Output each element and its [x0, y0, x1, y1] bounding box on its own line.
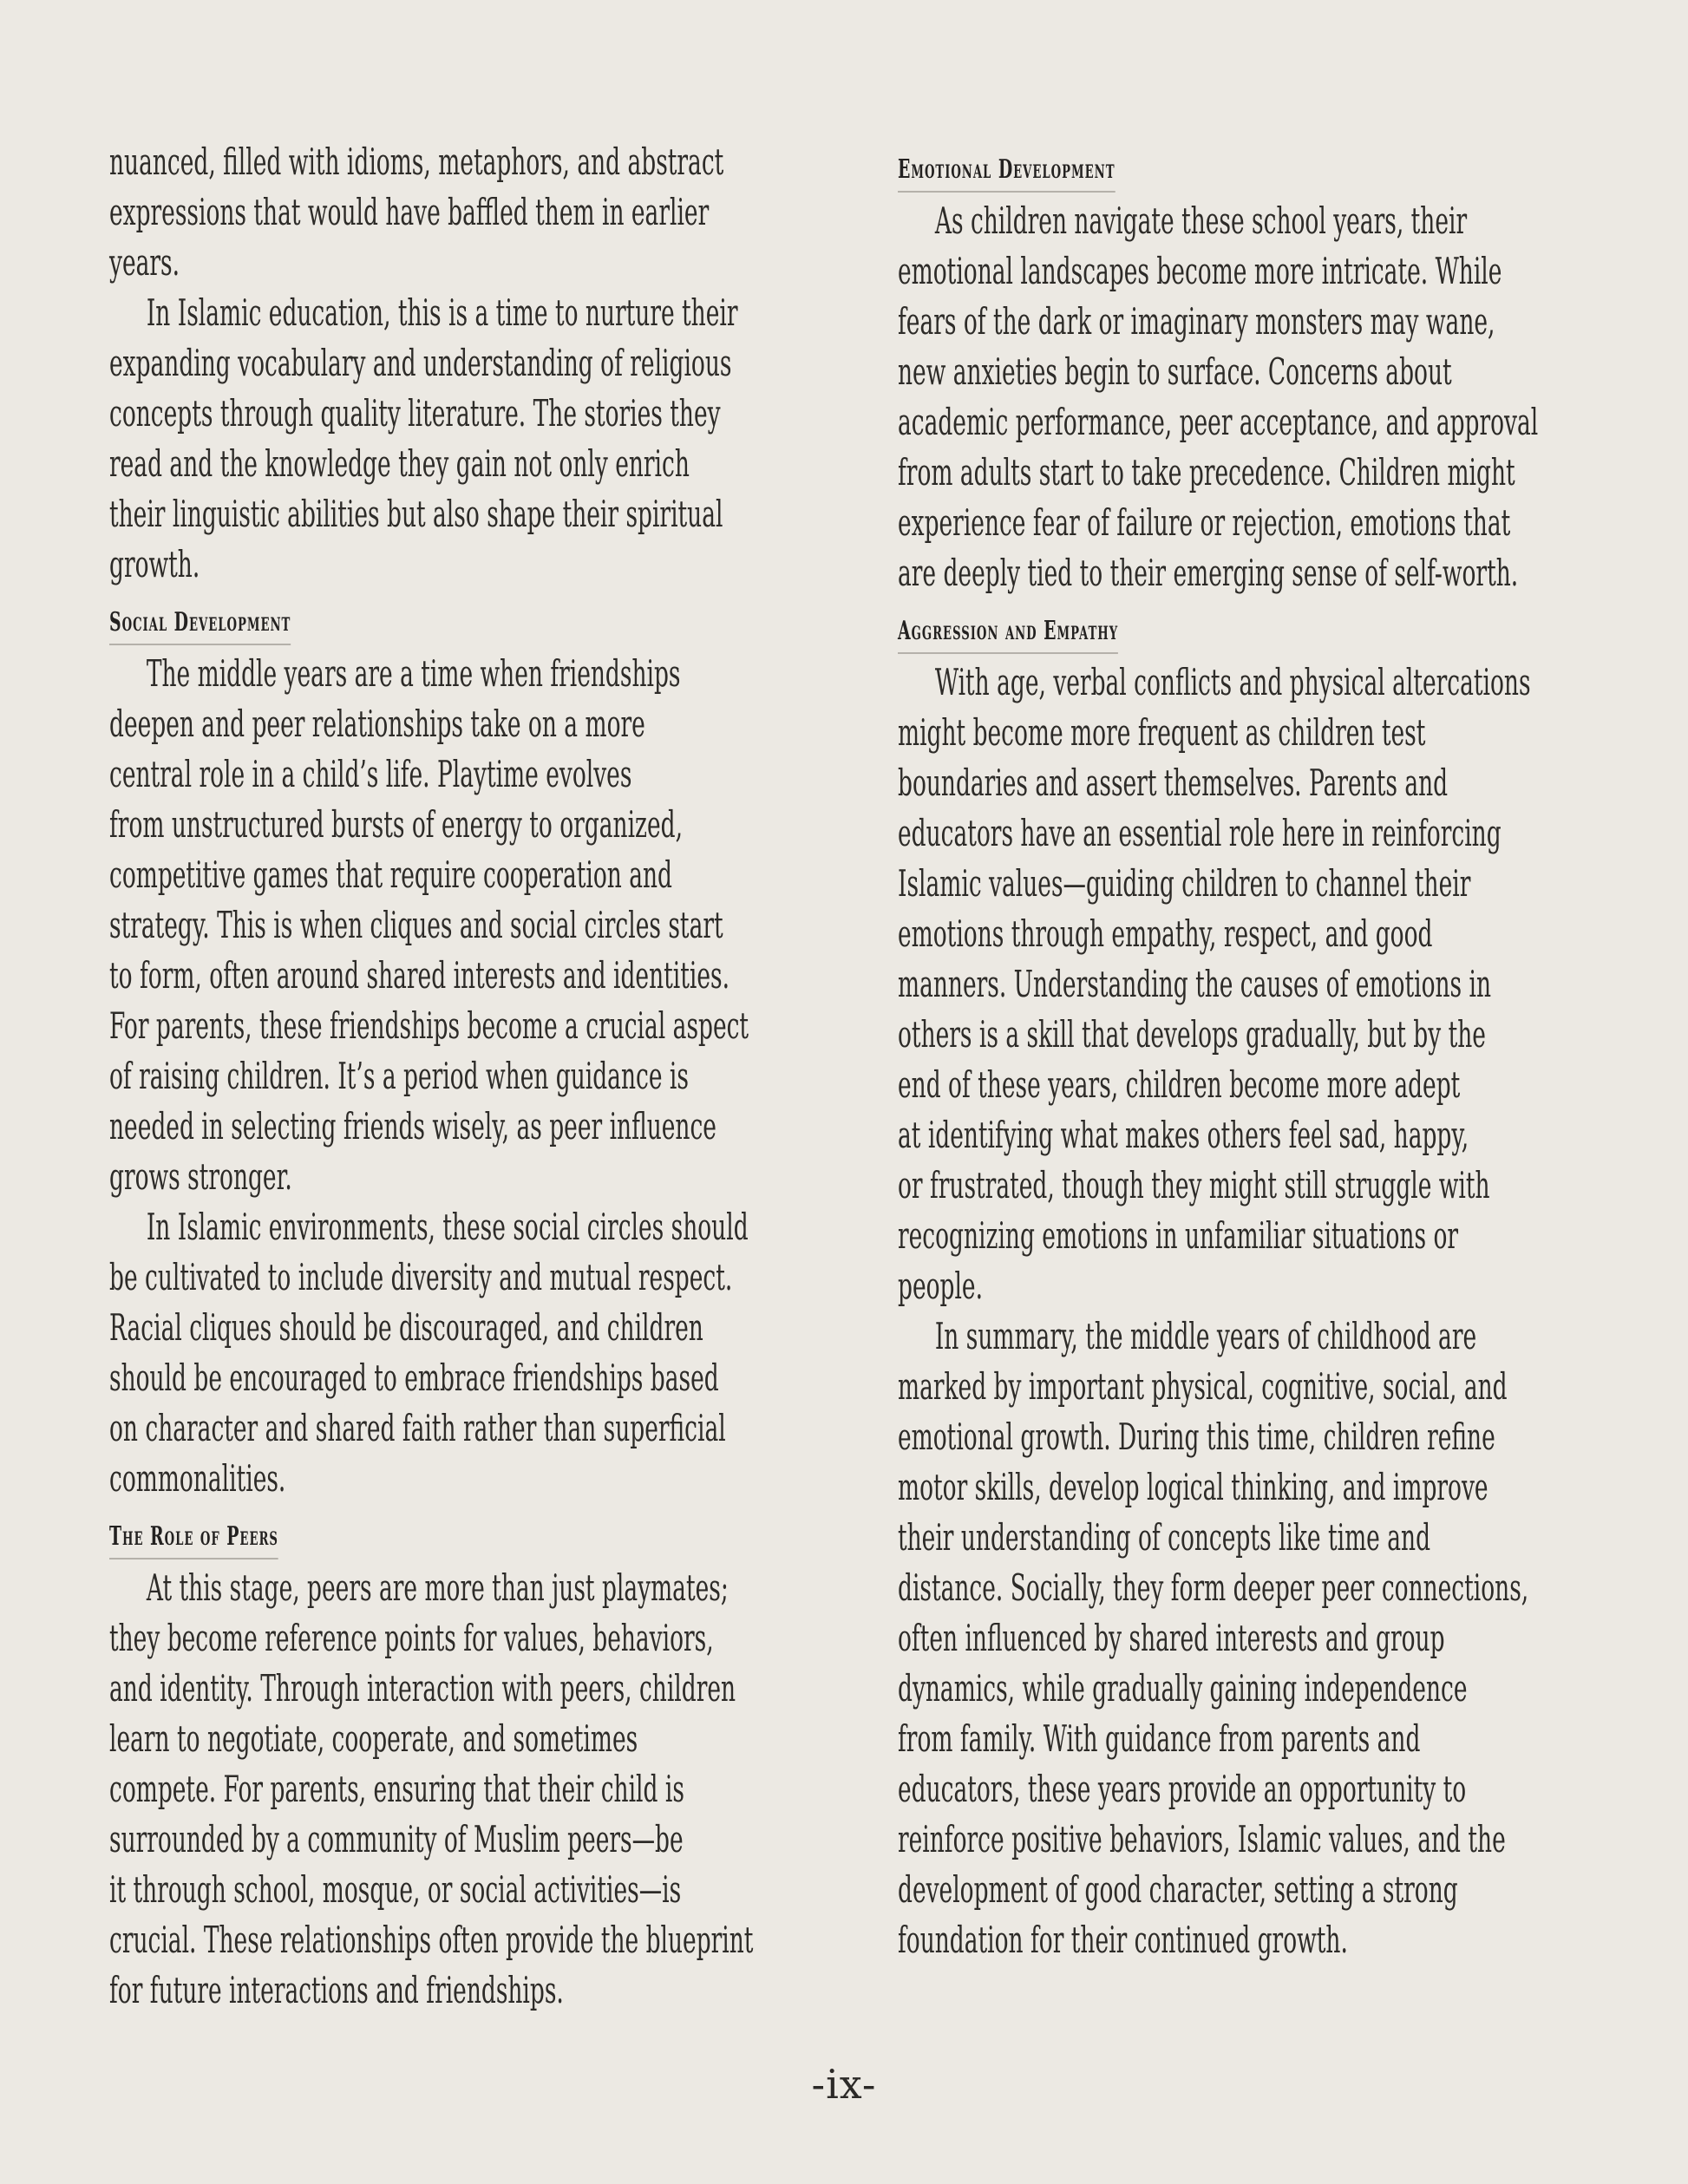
paragraph: In summary, the middle years of childhood are marked by important physical, cognitive, social, and emotional growth. During this time, children refine motor skills, develop logical thinking, and improve their understanding of concepts like time and distance. Socially, they form deeper peer connections, often influenced by shared interests and group dynamics, while gradually gaining independence from family. With guidance from parents and educators, these years provide an opportunity to reinforce positive behaviors, Islamic values, and the development of good character, setting a strong foundation for their continued growth.: [898, 1315, 1529, 1961]
section-heading: Aggression and Empathy: [898, 616, 1118, 654]
section-heading: The Role of Peers: [109, 1521, 278, 1560]
paragraph: At this stage, peers are more than just playmates; they become reference points for values, behaviors, and identity. Through interaction with peers, children learn to negotiate, cooperate, and sometimes compete. For parents, ensuring that their child is surrounded by a community of Muslim peers—be it through school, mosque, or social activities—is crucial. These relationships often provide the blueprint for future interactions and friendships.: [109, 1566, 754, 2011]
left-column-content: [109, 137, 836, 2016]
paragraph: As children navigate these school years, their emotional landscapes become more intricate. While fears of the dark or imaginary monsters may wane, new anxieties begin to surface. Concerns about academic performance, peer acceptance, and approval from adults start to take precedence. Children might experience fear of failure or rejection, emotions that are deeply tied to their emerging sense of self-worth.: [898, 199, 1539, 594]
right-text-column: [898, 137, 1688, 1965]
paragraph: In Islamic environments, these social circles should be cultivated to include diversity and mutual respect. Racial cliques should be discouraged, and children should be encouraged to embrace friendships based on character and shared faith rather than superficial commonalities.: [109, 1206, 749, 1500]
right-column-content: [898, 154, 1625, 1965]
section-heading: Emotional Development: [898, 154, 1115, 193]
paragraph: With age, verbal conflicts and physical altercations might become more frequent as children test boundaries and assert themselves. Parents and educators have an essential role here in reinforcing Islamic values—guiding children to channel their emotions through empathy, respect, and good manners. Understanding the causes of emotions in others is a skill that develops gradually, but by the end of these years, children become more adept at identifying what makes others feel sad, happy, or frustrated, though they might still struggle with recognizing emotions in unfamiliar situations or people.: [898, 661, 1531, 1307]
page-number: -ix-: [811, 2061, 877, 2108]
paragraph: The middle years are a time when friendships deepen and peer relationships take on a more central role in a child’s life. Playtime evolves from unstructured bursts of energy to organized, competitive games that require cooperation and strategy. This is when cliques and social circles start to form, often around shared interests and identities. For parents, these friendships become a crucial aspect of raising children. It’s a period when guidance is needed in selecting friends wisely, as peer influence grows stronger.: [109, 652, 749, 1198]
paragraph: nuanced, filled with idioms, metaphors, and abstract expressions that would have baffled them in earlier years.: [109, 141, 724, 284]
section-heading: Social Development: [109, 607, 291, 645]
paragraph: In Islamic education, this is a time to nurture their expanding vocabulary and understanding of religious concepts through quality literature. The stories they read and the knowledge they gain not only enrich their linguistic abilities but also shape their spiritual growth.: [109, 291, 738, 585]
